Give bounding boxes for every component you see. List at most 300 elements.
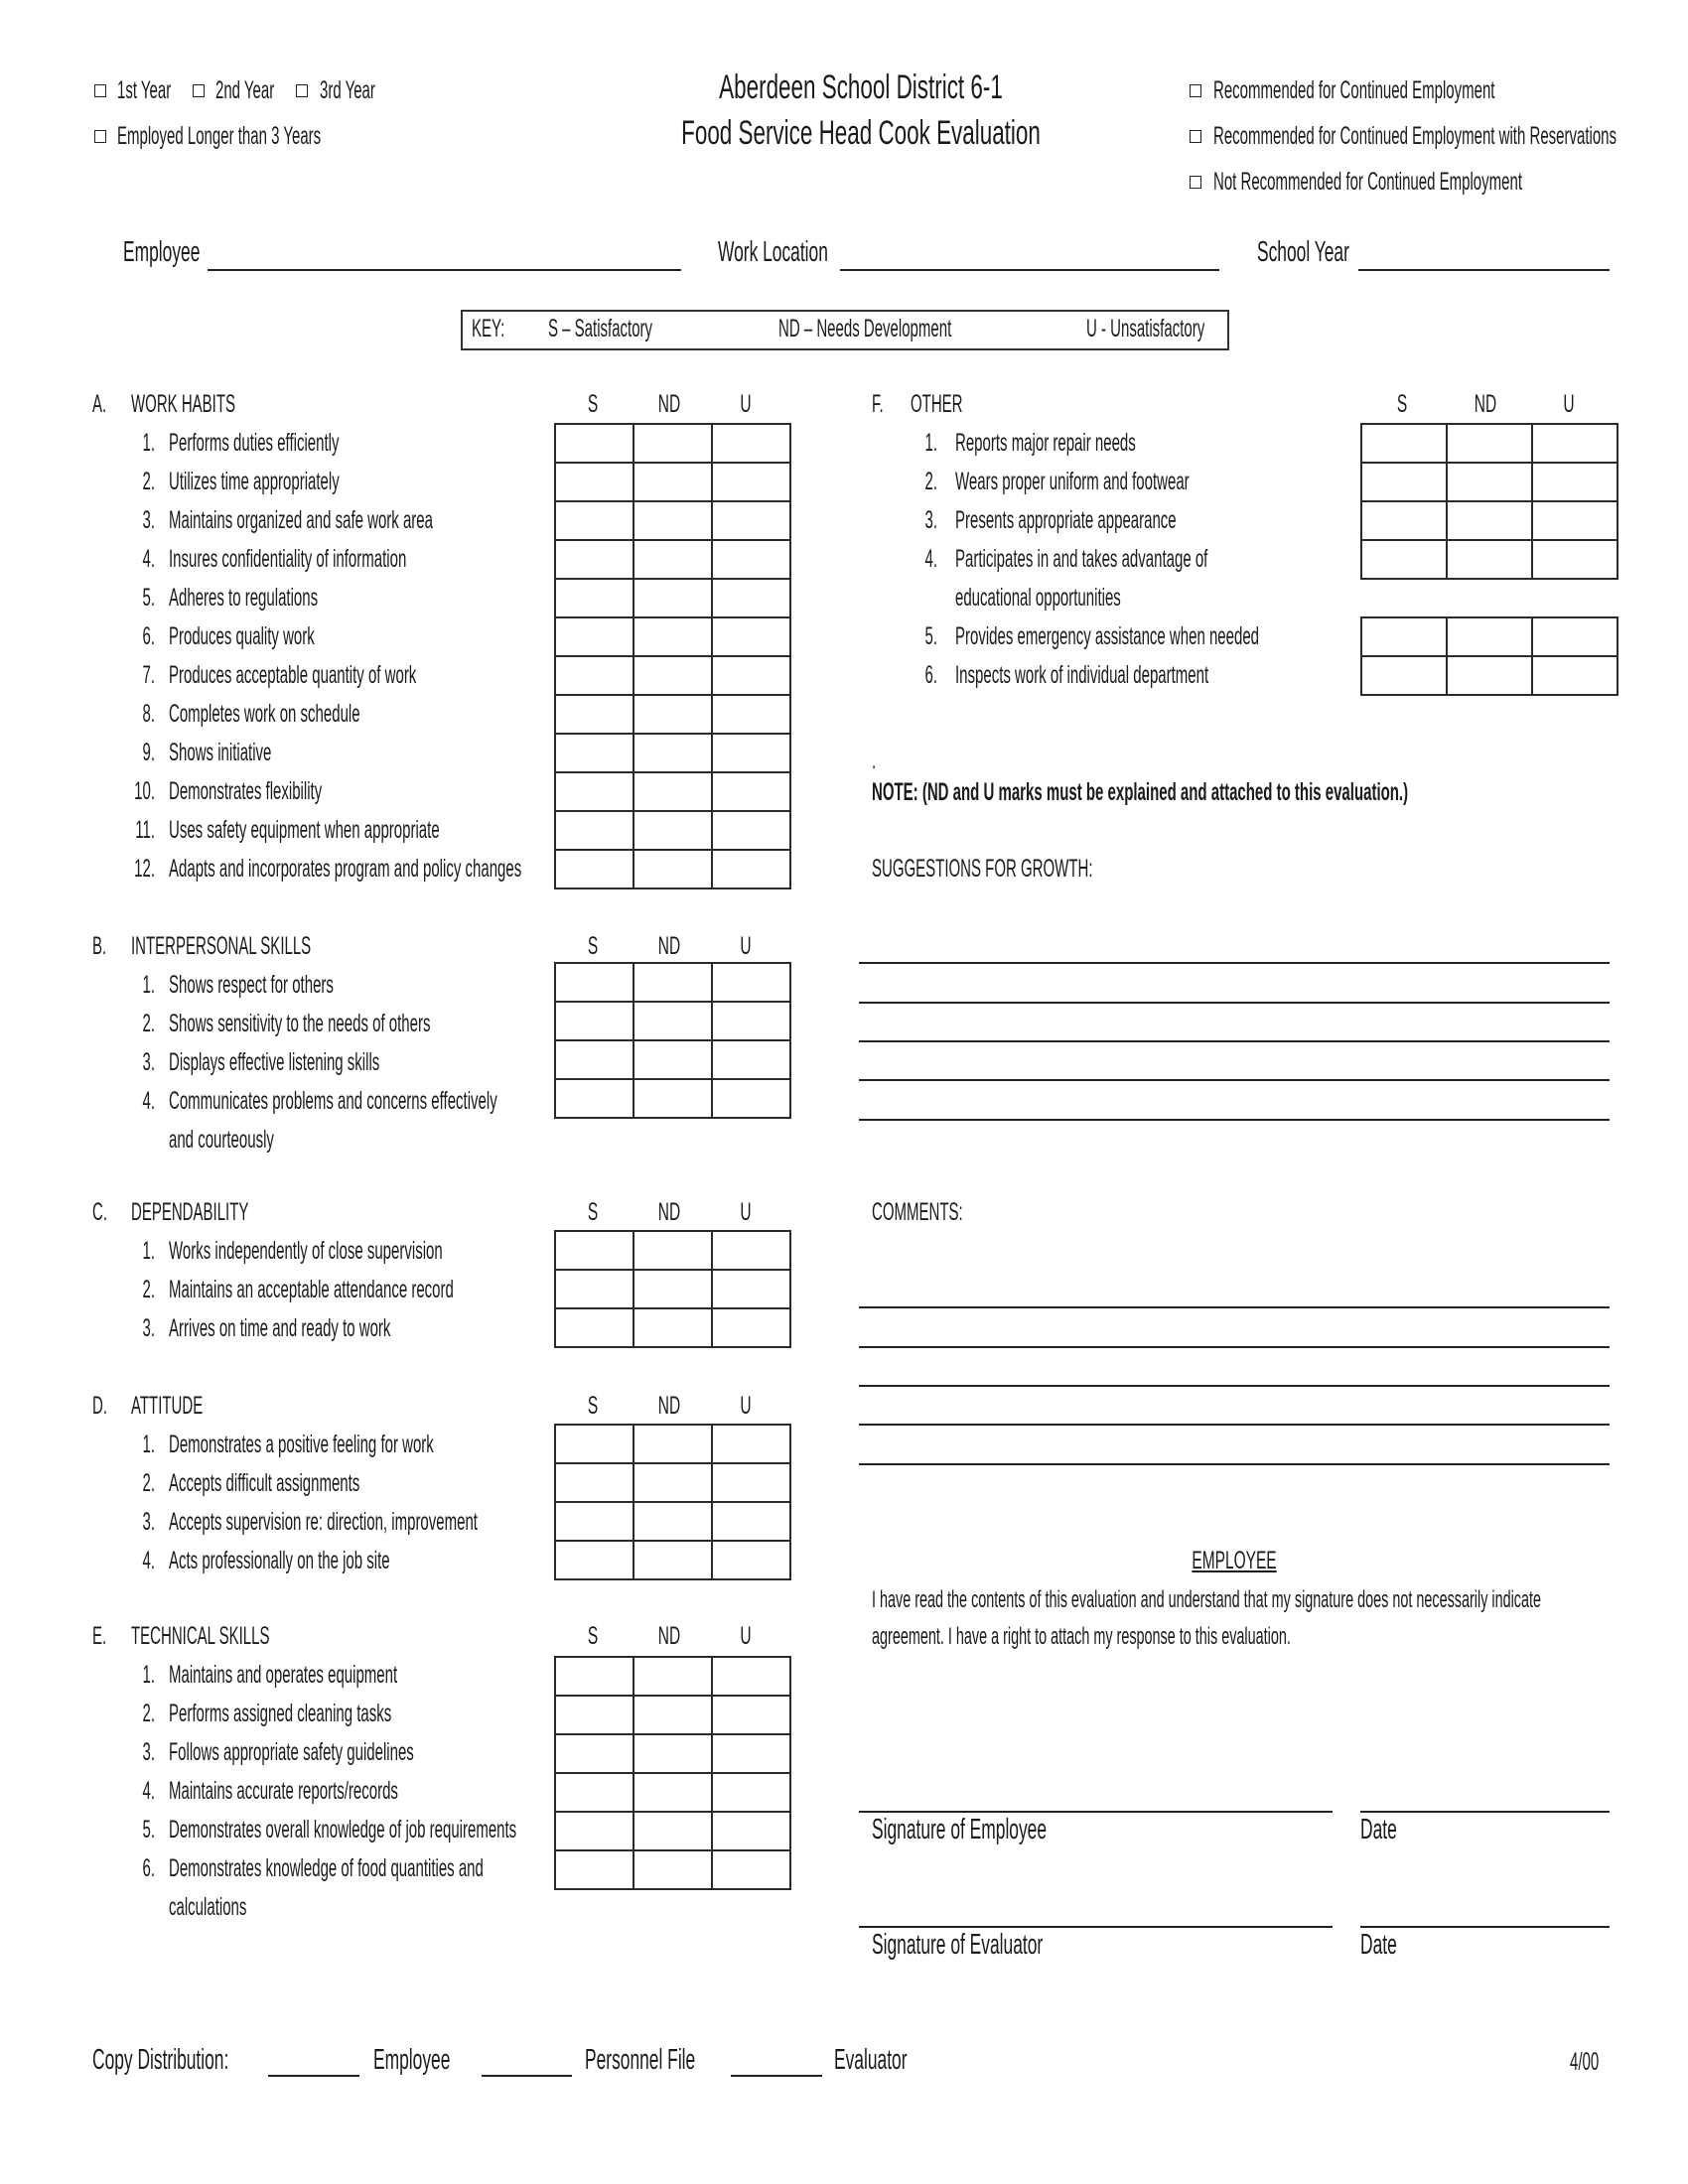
suggestions-line[interactable] [859, 962, 1610, 964]
criterion-item: Maintains organized and safe work area [169, 506, 433, 534]
rating-cell-nd[interactable] [1447, 424, 1532, 463]
criterion-item: Participates in and takes advantage of [955, 545, 1208, 573]
criterion-item: Performs assigned cleaning tasks [169, 1700, 392, 1727]
rating-cell-nd[interactable] [1447, 617, 1532, 656]
rating-cell-u[interactable] [712, 811, 790, 850]
rating-cell-nd[interactable] [633, 1734, 712, 1773]
rating-row [555, 1657, 790, 1696]
item-number: 1. [142, 1431, 155, 1458]
checkbox-employed-longer[interactable] [94, 130, 106, 143]
rating-header-nd: ND [1474, 390, 1497, 418]
rating-header-s: S [587, 1198, 598, 1226]
item-number: 2. [142, 1469, 155, 1497]
rating-cell-s[interactable] [555, 772, 633, 811]
rating-grid-dependability [554, 1230, 791, 1348]
rating-cell-u[interactable] [712, 1040, 790, 1079]
section-title-attitude: ATTITUDE [131, 1392, 204, 1420]
rating-grid-work-habits [554, 423, 791, 889]
copy-personnel-blank[interactable] [482, 2075, 572, 2077]
rating-cell-s[interactable] [555, 1502, 633, 1541]
section-letter: B. [92, 932, 107, 960]
rating-cell-nd[interactable] [633, 656, 712, 695]
item-number: 4. [142, 545, 155, 573]
rating-grid-interpersonal-skills [554, 962, 791, 1119]
rating-cell-u[interactable] [712, 424, 790, 463]
section-letter: C. [92, 1198, 107, 1226]
rating-cell-nd[interactable] [633, 1002, 712, 1040]
rating-cell-u[interactable] [1532, 501, 1618, 540]
suggestions-line[interactable] [859, 1079, 1610, 1081]
rating-cell-nd[interactable] [633, 850, 712, 888]
checkbox-recommended-reservations[interactable] [1190, 130, 1201, 143]
rating-row [555, 463, 790, 501]
rating-cell-u[interactable] [712, 1734, 790, 1773]
employee-label: Employee [123, 236, 201, 268]
rating-row [555, 579, 790, 617]
rating-cell-nd[interactable] [633, 501, 712, 540]
rating-cell-u[interactable] [712, 1308, 790, 1347]
section-letter: F. [872, 390, 884, 418]
criterion-item: Displays effective listening skills [169, 1048, 380, 1076]
rating-row [1361, 501, 1618, 540]
copy-evaluator-label: Evaluator [834, 2044, 908, 2076]
criterion-item: Produces quality work [169, 622, 315, 650]
acknowledgement-line-2: agreement. I have a right to attach my response to this evaluation. [872, 1623, 1291, 1650]
item-number: 3. [142, 1508, 155, 1536]
rating-cell-s[interactable] [555, 1002, 633, 1040]
rating-row [555, 1850, 790, 1889]
comments-line[interactable] [859, 1463, 1610, 1465]
rating-cell-s[interactable] [555, 656, 633, 695]
criterion-item: Maintains an acceptable attendance record [169, 1276, 454, 1303]
label-not-recommended: Not Recommended for Continued Employment [1213, 168, 1522, 196]
rating-cell-nd[interactable] [633, 617, 712, 656]
criterion-item: Accepts difficult assignments [169, 1469, 360, 1497]
label-3rd-year: 3rd Year [320, 76, 375, 104]
rating-cell-s[interactable] [555, 1425, 633, 1463]
rating-cell-nd[interactable] [633, 811, 712, 850]
evaluator-date-field[interactable] [1360, 1926, 1610, 1928]
rating-cell-u[interactable] [712, 1502, 790, 1541]
rating-grid-technical-skills [554, 1656, 791, 1890]
rating-cell-s[interactable] [1361, 540, 1447, 579]
item-number: 3. [142, 506, 155, 534]
item-number: 4. [924, 545, 937, 573]
rating-cell-u[interactable] [712, 1773, 790, 1812]
rating-header-s: S [587, 932, 598, 960]
rating-cell-u[interactable] [712, 463, 790, 501]
item-number: 1. [142, 971, 155, 999]
rating-cell-nd[interactable] [633, 1850, 712, 1889]
rating-cell-s[interactable] [555, 695, 633, 734]
rating-row [555, 1425, 790, 1463]
criterion-item: Shows initiative [169, 739, 272, 766]
school-year-label: School Year [1257, 236, 1349, 268]
rating-cell-nd[interactable] [1447, 463, 1532, 501]
criterion-item: Reports major repair needs [955, 429, 1136, 457]
comments-heading: COMMENTS: [872, 1198, 963, 1226]
checkbox-recommended[interactable] [1190, 84, 1201, 97]
rating-cell-nd[interactable] [633, 772, 712, 811]
section-title-interpersonal-skills: INTERPERSONAL SKILLS [131, 932, 312, 960]
rating-row [555, 1812, 790, 1850]
rating-cell-u[interactable] [712, 1002, 790, 1040]
copy-employee-label: Employee [373, 2044, 451, 2076]
employee-heading: EMPLOYEE [1192, 1547, 1277, 1574]
revision-date: 4/00 [1570, 2048, 1600, 2076]
acknowledgement-line-1: I have read the contents of this evaluation and understand that my signature does not necessarily indicate [872, 1586, 1542, 1613]
section-title-technical-skills: TECHNICAL SKILLS [131, 1622, 270, 1650]
rating-cell-u[interactable] [712, 1657, 790, 1696]
rating-cell-u[interactable] [712, 1541, 790, 1579]
rating-cell-nd[interactable] [1447, 501, 1532, 540]
rating-row [555, 501, 790, 540]
rating-cell-s[interactable] [1361, 656, 1447, 695]
rating-header-u: U [739, 390, 752, 418]
employee-field[interactable] [208, 269, 681, 271]
label-2nd-year: 2nd Year [215, 76, 275, 104]
item-number: 3. [142, 1738, 155, 1766]
rating-cell-nd[interactable] [633, 540, 712, 579]
rating-header-u: U [739, 1198, 752, 1226]
work-location-label: Work Location [718, 236, 828, 268]
rating-cell-s[interactable] [555, 1079, 633, 1118]
rating-cell-nd[interactable] [633, 1657, 712, 1696]
rating-cell-u[interactable] [1532, 656, 1618, 695]
rating-cell-s[interactable] [1361, 424, 1447, 463]
rating-cell-nd[interactable] [633, 1696, 712, 1734]
school-year-field[interactable] [1358, 269, 1610, 271]
section-letter: E. [92, 1622, 107, 1650]
evaluator-signature-label: Signature of Evaluator [872, 1929, 1044, 1961]
criterion-item: Maintains accurate reports/records [169, 1777, 398, 1805]
rating-cell-nd[interactable] [633, 695, 712, 734]
rating-row [555, 1541, 790, 1579]
comments-line[interactable] [859, 1424, 1610, 1426]
rating-cell-u[interactable] [712, 734, 790, 772]
rating-row [555, 1696, 790, 1734]
item-number: 6. [924, 661, 937, 689]
rating-cell-nd[interactable] [633, 1079, 712, 1118]
item-number: 1. [924, 429, 937, 457]
suggestions-line[interactable] [859, 1002, 1610, 1004]
rating-row [555, 695, 790, 734]
criterion-item: and courteously [169, 1126, 274, 1154]
rating-cell-nd[interactable] [633, 463, 712, 501]
criterion-item: Shows respect for others [169, 971, 334, 999]
rating-cell-s[interactable] [555, 850, 633, 888]
key-label: KEY: [472, 315, 505, 342]
suggestions-line[interactable] [859, 1040, 1610, 1042]
rating-cell-nd[interactable] [633, 1502, 712, 1541]
section-letter: D. [92, 1392, 107, 1420]
rating-cell-s[interactable] [555, 1231, 633, 1270]
rating-cell-s[interactable] [555, 1850, 633, 1889]
rating-header-nd: ND [657, 1198, 680, 1226]
comments-line[interactable] [859, 1306, 1610, 1308]
criterion-item: Works independently of close supervision [169, 1237, 443, 1265]
label-recommended-reservations: Recommended for Continued Employment with Reservations [1213, 122, 1618, 150]
form-title: Food Service Head Cook Evaluation [681, 114, 1041, 152]
copy-personnel-label: Personnel File [585, 2044, 696, 2076]
label-recommended: Recommended for Continued Employment [1213, 76, 1495, 104]
rating-cell-u[interactable] [712, 850, 790, 888]
rating-header-u: U [739, 1392, 752, 1420]
employee-signature-label: Signature of Employee [872, 1814, 1048, 1845]
rating-cell-s[interactable] [555, 1657, 633, 1696]
criterion-item: Follows appropriate safety guidelines [169, 1738, 414, 1766]
item-number: 4. [142, 1547, 155, 1574]
rating-cell-s[interactable] [555, 1270, 633, 1308]
criterion-item: Adheres to regulations [169, 584, 319, 612]
criterion-item: Provides emergency assistance when needed [955, 622, 1260, 650]
criterion-item: Accepts supervision re: direction, improvement [169, 1508, 478, 1536]
item-number: 8. [142, 700, 155, 728]
rating-cell-nd[interactable] [633, 1270, 712, 1308]
rating-row [555, 1231, 790, 1270]
rating-row [555, 734, 790, 772]
rating-cell-u[interactable] [712, 695, 790, 734]
employee-date-label: Date [1360, 1814, 1397, 1845]
rating-cell-u[interactable] [712, 1079, 790, 1118]
item-number: 3. [142, 1048, 155, 1076]
rating-cell-s[interactable] [555, 1308, 633, 1347]
item-number: 1. [142, 429, 155, 457]
criterion-item: Arrives on time and ready to work [169, 1314, 391, 1342]
rating-cell-s[interactable] [555, 963, 633, 1002]
rating-row [555, 811, 790, 850]
comments-line[interactable] [859, 1385, 1610, 1387]
rating-cell-u[interactable] [712, 1463, 790, 1502]
rating-cell-s[interactable] [555, 501, 633, 540]
rating-cell-nd[interactable] [1447, 540, 1532, 579]
criterion-item: Utilizes time appropriately [169, 468, 340, 495]
rating-cell-nd[interactable] [633, 1040, 712, 1079]
rating-cell-nd[interactable] [1447, 656, 1532, 695]
rating-cell-s[interactable] [555, 1696, 633, 1734]
rating-row [555, 424, 790, 463]
criterion-item: Adapts and incorporates program and policy changes [169, 855, 522, 883]
item-number: 5. [142, 584, 155, 612]
rating-row [555, 1079, 790, 1118]
criterion-item: Demonstrates flexibility [169, 777, 323, 805]
item-number: 6. [142, 1854, 155, 1882]
rating-row [1361, 656, 1618, 695]
rating-cell-u[interactable] [712, 579, 790, 617]
item-number: 7. [142, 661, 155, 689]
rating-grid-attitude [554, 1424, 791, 1580]
checkbox-1st-year[interactable] [94, 84, 106, 97]
criterion-item: Uses safety equipment when appropriate [169, 816, 440, 844]
rating-cell-u[interactable] [712, 1270, 790, 1308]
item-number: 3. [924, 506, 937, 534]
rating-cell-s[interactable] [555, 1541, 633, 1579]
rating-row [555, 1463, 790, 1502]
rating-cell-s[interactable] [1361, 501, 1447, 540]
rating-row [1361, 424, 1618, 463]
criterion-item: Wears proper uniform and footwear [955, 468, 1190, 495]
key-needs-development: ND – Needs Development [778, 315, 952, 342]
label-employed-longer: Employed Longer than 3 Years [117, 122, 322, 150]
rating-header-s: S [587, 390, 598, 418]
rating-cell-nd[interactable] [633, 963, 712, 1002]
rating-row [555, 1002, 790, 1040]
section-title-dependability: DEPENDABILITY [131, 1198, 249, 1226]
rating-cell-s[interactable] [555, 579, 633, 617]
item-number: 2. [142, 468, 155, 495]
rating-cell-s[interactable] [555, 734, 633, 772]
rating-cell-u[interactable] [712, 617, 790, 656]
checkbox-3rd-year[interactable] [296, 84, 308, 97]
rating-cell-nd[interactable] [633, 1463, 712, 1502]
rating-grid-other [1360, 616, 1618, 696]
item-number: 11. [135, 816, 155, 844]
rating-header-u: U [739, 1622, 752, 1650]
rating-cell-u[interactable] [1532, 424, 1618, 463]
rating-cell-s[interactable] [555, 1734, 633, 1773]
rating-cell-u[interactable] [712, 1696, 790, 1734]
item-number: 1. [142, 1661, 155, 1689]
criterion-item: Performs duties efficiently [169, 429, 340, 457]
rating-cell-u[interactable] [712, 1425, 790, 1463]
rating-row [555, 1040, 790, 1079]
rating-cell-nd[interactable] [633, 1308, 712, 1347]
copy-distribution-label: Copy Distribution: [92, 2044, 229, 2076]
rating-cell-nd[interactable] [633, 1773, 712, 1812]
rating-row [555, 617, 790, 656]
rating-row [555, 850, 790, 888]
copy-employee-blank[interactable] [268, 2075, 359, 2077]
rating-cell-u[interactable] [712, 540, 790, 579]
rating-row [555, 1308, 790, 1347]
criterion-item: Demonstrates a positive feeling for work [169, 1431, 434, 1458]
rating-row [555, 1270, 790, 1308]
checkbox-2nd-year[interactable] [193, 84, 205, 97]
item-number: 9. [142, 739, 155, 766]
rating-row [555, 772, 790, 811]
item-number: 2. [924, 468, 937, 495]
rating-header-nd: ND [657, 1392, 680, 1420]
criterion-item: Communicates problems and concerns effectively [169, 1087, 497, 1115]
rating-cell-nd[interactable] [633, 1425, 712, 1463]
rating-cell-nd[interactable] [633, 1812, 712, 1850]
section-title-work-habits: WORK HABITS [131, 390, 236, 418]
comments-line[interactable] [859, 1346, 1610, 1348]
rating-cell-s[interactable] [555, 424, 633, 463]
rating-cell-s[interactable] [555, 463, 633, 501]
rating-row [555, 656, 790, 695]
rating-cell-s[interactable] [555, 1463, 633, 1502]
item-number: 4. [142, 1777, 155, 1805]
criterion-item: Acts professionally on the job site [169, 1547, 390, 1574]
rating-cell-u[interactable] [712, 963, 790, 1002]
rating-row [555, 1502, 790, 1541]
criterion-item: Demonstrates overall knowledge of job requirements [169, 1816, 517, 1843]
item-number: 12. [134, 855, 155, 883]
rating-header-s: S [587, 1622, 598, 1650]
suggestions-heading: SUGGESTIONS FOR GROWTH: [872, 855, 1093, 883]
rating-row [555, 540, 790, 579]
rating-cell-s[interactable] [1361, 463, 1447, 501]
suggestions-line[interactable] [859, 1119, 1610, 1121]
item-number: 2. [142, 1010, 155, 1037]
rating-cell-u[interactable] [712, 772, 790, 811]
rating-row [1361, 617, 1618, 656]
rating-cell-s[interactable] [555, 617, 633, 656]
rating-header-s: S [587, 1392, 598, 1420]
item-number: 5. [924, 622, 937, 650]
rating-row [555, 963, 790, 1002]
rating-cell-s[interactable] [555, 1040, 633, 1079]
rating-cell-s[interactable] [1361, 617, 1447, 656]
district-name: Aberdeen School District 6-1 [719, 68, 1003, 106]
item-number: 3. [142, 1314, 155, 1342]
rating-cell-u[interactable] [712, 1850, 790, 1889]
criterion-item: Demonstrates knowledge of food quantities and [169, 1854, 484, 1882]
rating-header-s: S [1396, 390, 1408, 418]
criterion-item: Produces acceptable quantity of work [169, 661, 417, 689]
rating-cell-s[interactable] [555, 540, 633, 579]
rating-header-nd: ND [657, 1622, 680, 1650]
criterion-item: Inspects work of individual department [955, 661, 1209, 689]
key-satisfactory: S – Satisfactory [548, 315, 653, 342]
rating-cell-u[interactable] [712, 656, 790, 695]
section-title-other: OTHER [911, 390, 963, 418]
rating-header-nd: ND [657, 932, 680, 960]
rating-cell-s[interactable] [555, 1773, 633, 1812]
criterion-item: Shows sensitivity to the needs of others [169, 1010, 431, 1037]
label-1st-year: 1st Year [117, 76, 172, 104]
criterion-item: Insures confidentiality of information [169, 545, 407, 573]
note: NOTE: (ND and U marks must be explained and attached to this evaluation.) [872, 778, 1409, 806]
rating-grid-other [1360, 423, 1618, 580]
rating-cell-u[interactable] [712, 1812, 790, 1850]
item-number: 10. [134, 777, 155, 805]
criterion-item: educational opportunities [955, 584, 1121, 612]
rating-row [1361, 540, 1618, 579]
rating-cell-u[interactable] [712, 1231, 790, 1270]
item-number: 1. [142, 1237, 155, 1265]
rating-cell-nd[interactable] [633, 1541, 712, 1579]
copy-evaluator-blank[interactable] [731, 2075, 822, 2077]
checkbox-not-recommended[interactable] [1190, 176, 1201, 189]
item-number: 2. [142, 1276, 155, 1303]
section-letter: A. [92, 390, 107, 418]
rating-header-u: U [739, 932, 752, 960]
rating-row [555, 1734, 790, 1773]
rating-cell-nd[interactable] [633, 1231, 712, 1270]
rating-cell-nd[interactable] [633, 579, 712, 617]
rating-cell-u[interactable] [1532, 617, 1618, 656]
criterion-item: Presents appropriate appearance [955, 506, 1177, 534]
criterion-item: Completes work on schedule [169, 700, 360, 728]
criterion-item: calculations [169, 1893, 247, 1921]
rating-cell-u[interactable] [1532, 463, 1618, 501]
employee-date-field[interactable] [1360, 1811, 1610, 1813]
rating-cell-s[interactable] [555, 811, 633, 850]
rating-cell-nd[interactable] [633, 424, 712, 463]
rating-cell-nd[interactable] [633, 734, 712, 772]
evaluator-date-label: Date [1360, 1929, 1397, 1961]
rating-cell-u[interactable] [1532, 540, 1618, 579]
rating-cell-s[interactable] [555, 1812, 633, 1850]
stray-dot: . [872, 747, 877, 774]
criterion-item: Maintains and operates equipment [169, 1661, 398, 1689]
key-unsatisfactory: U - Unsatisfactory [1086, 315, 1205, 342]
rating-cell-u[interactable] [712, 501, 790, 540]
work-location-field[interactable] [840, 269, 1219, 271]
item-number: 4. [142, 1087, 155, 1115]
